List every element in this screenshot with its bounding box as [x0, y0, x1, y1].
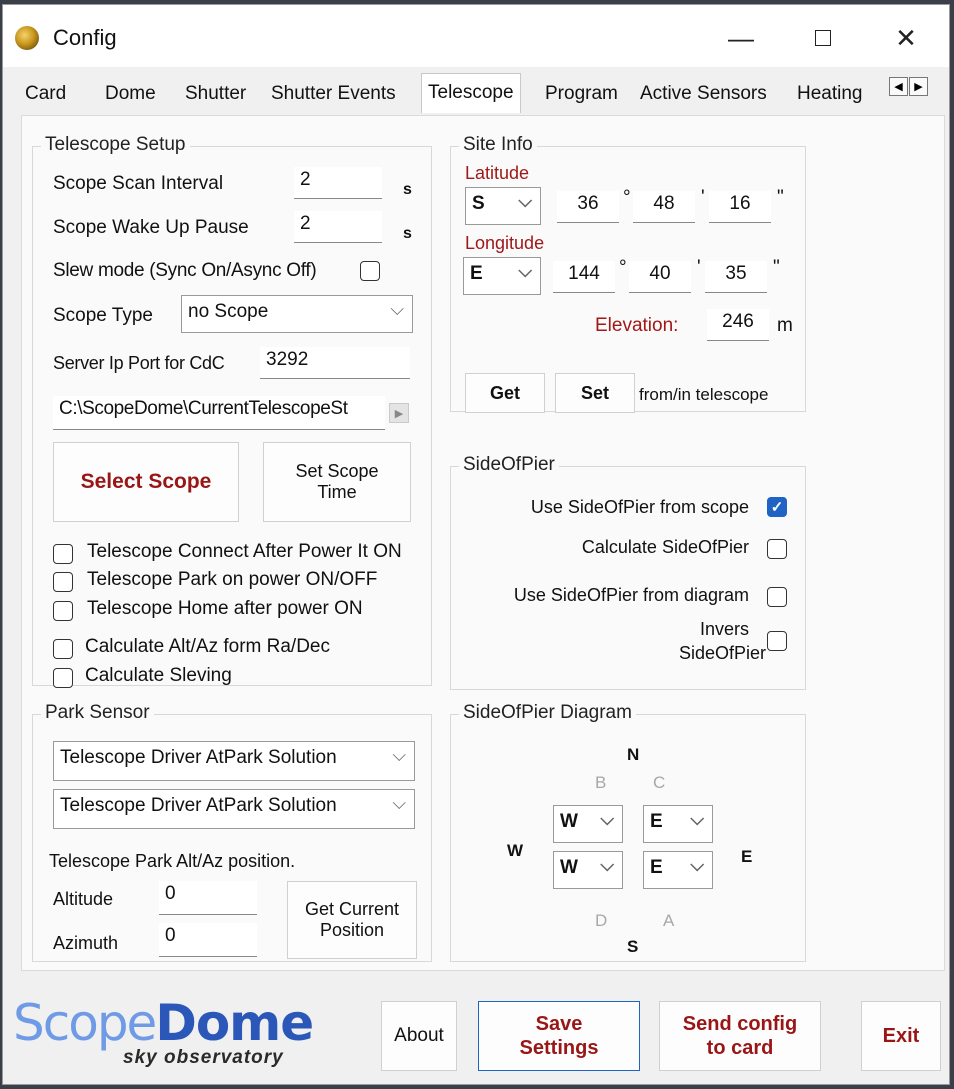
- scope-type-value: no Scope: [188, 301, 269, 322]
- tab-shutter-events[interactable]: Shutter Events: [271, 83, 396, 104]
- diagram-bottom-left-select[interactable]: [553, 851, 623, 889]
- get-current-position-button[interactable]: Get Current Position: [287, 881, 417, 959]
- telescope-path-input[interactable]: C:\ScopeDome\CurrentTelescopeSt: [53, 396, 385, 430]
- exit-button[interactable]: Exit: [861, 1001, 941, 1071]
- park-driver-1-value: Telescope Driver AtPark Solution: [60, 747, 337, 768]
- elevation-label: Elevation:: [595, 315, 679, 336]
- longitude-deg-symbol: °: [619, 257, 627, 278]
- diagram-quadrant-a: A: [663, 911, 675, 930]
- logo-dome-text: Dome: [155, 994, 314, 1052]
- slew-mode-checkbox[interactable]: [360, 261, 380, 281]
- diagram-top-right-value: E: [650, 811, 663, 832]
- set-site-button[interactable]: Set: [555, 373, 635, 413]
- elevation-unit: m: [777, 315, 793, 336]
- diagram-quadrant-d: D: [595, 911, 608, 930]
- tab-scroll-left-icon[interactable]: ◀: [889, 77, 908, 96]
- wake-pause-unit: s: [403, 225, 412, 242]
- tab-program[interactable]: Program: [545, 83, 618, 104]
- config-window: [2, 4, 950, 1085]
- connect-after-power-label: Telescope Connect After Power It ON: [87, 541, 402, 562]
- calc-sleving-label: Calculate Sleving: [85, 665, 232, 686]
- azimuth-label: Azimuth: [53, 933, 119, 953]
- home-after-power-checkbox[interactable]: [53, 601, 73, 621]
- save-settings-button[interactable]: Save Settings: [478, 1001, 640, 1071]
- minimize-button[interactable]: —: [728, 22, 754, 53]
- connect-after-power-checkbox[interactable]: [53, 544, 73, 564]
- sop-invers-checkbox[interactable]: [767, 631, 787, 651]
- scope-type-label: Scope Type: [53, 305, 154, 326]
- longitude-min-symbol: ': [697, 257, 701, 278]
- scan-interval-unit: s: [403, 181, 412, 198]
- scope-type-select[interactable]: [181, 295, 413, 333]
- slew-mode-label: Slew mode (Sync On/Async Off): [53, 260, 317, 281]
- park-driver-select-1[interactable]: [53, 741, 415, 781]
- sop-from-scope-label: Use SideOfPier from scope: [530, 497, 749, 517]
- wake-pause-input[interactable]: 2: [294, 211, 382, 243]
- diagram-bottom-right-value: E: [650, 857, 663, 878]
- park-position-label: Telescope Park Alt/Az position.: [49, 851, 296, 871]
- longitude-label: Longitude: [465, 233, 545, 253]
- longitude-hemisphere-value: E: [470, 263, 483, 284]
- from-in-telescope-label: from/in telescope: [639, 385, 769, 404]
- azimuth-input[interactable]: 0: [159, 923, 257, 957]
- latitude-label: Latitude: [465, 163, 530, 183]
- altitude-label: Altitude: [53, 889, 114, 909]
- tab-active-sensors[interactable]: Active Sensors: [640, 83, 767, 104]
- scan-interval-input[interactable]: 2: [294, 167, 382, 199]
- chevron-down-icon: ⌵: [392, 745, 406, 765]
- chevron-down-icon: ⌵: [392, 793, 406, 813]
- site-info-group: [450, 134, 806, 412]
- tab-card[interactable]: Card: [25, 83, 67, 104]
- chevron-down-icon: ⌵: [518, 261, 532, 281]
- diagram-top-left-value: W: [560, 811, 578, 832]
- title-bar: [3, 5, 949, 67]
- sop-calculate-checkbox[interactable]: [767, 539, 787, 559]
- diagram-quadrant-b: B: [595, 773, 607, 792]
- get-site-button[interactable]: Get: [465, 373, 545, 413]
- park-on-power-label: Telescope Park on power ON/OFF: [87, 569, 378, 590]
- tab-bar: [3, 69, 949, 115]
- logo-scope-text: Scope: [13, 994, 156, 1052]
- set-scope-time-button[interactable]: Set Scope Time: [263, 442, 411, 522]
- tab-heating[interactable]: Heating: [797, 83, 863, 104]
- diagram-quadrant-c: C: [653, 773, 666, 792]
- site-info-title: Site Info: [459, 134, 537, 156]
- server-port-label: Server Ip Port for CdC: [53, 353, 225, 373]
- latitude-hemisphere-select[interactable]: [465, 187, 541, 225]
- server-port-input[interactable]: 3292: [260, 347, 410, 379]
- tab-telescope[interactable]: Telescope: [421, 73, 521, 113]
- diagram-south-label: S: [627, 937, 639, 956]
- park-sensor-group: [32, 702, 432, 962]
- scopedome-logo: [13, 995, 333, 1075]
- longitude-sec-symbol: ": [773, 257, 780, 278]
- chevron-down-icon: ⌵: [600, 809, 614, 829]
- tab-scroll-right-icon[interactable]: ▶: [909, 77, 928, 96]
- pier-diagram-title: SideOfPier Diagram: [459, 702, 636, 724]
- chevron-down-icon: ⌵: [600, 855, 614, 875]
- logo-tagline: sky observatory: [123, 1047, 284, 1068]
- calc-sleving-checkbox[interactable]: [53, 668, 73, 688]
- tab-dome[interactable]: Dome: [105, 83, 156, 104]
- calc-alt-az-label: Calculate Alt/Az form Ra/Dec: [85, 636, 330, 657]
- chevron-down-icon: ⌵: [690, 809, 704, 829]
- wake-pause-label: Scope Wake Up Pause: [53, 217, 249, 238]
- latitude-sec-input[interactable]: 16: [709, 191, 771, 223]
- park-on-power-checkbox[interactable]: [53, 572, 73, 592]
- sop-from-scope-checkbox[interactable]: ✓: [767, 497, 787, 517]
- latitude-deg-input[interactable]: 36: [557, 191, 619, 223]
- calc-alt-az-checkbox[interactable]: [53, 639, 73, 659]
- home-after-power-label: Telescope Home after power ON: [87, 598, 363, 619]
- longitude-hemisphere-select[interactable]: [463, 257, 541, 295]
- altitude-input[interactable]: 0: [159, 881, 257, 915]
- app-icon: [15, 26, 39, 50]
- select-scope-button[interactable]: Select Scope: [53, 442, 239, 522]
- telescope-setup-group: [32, 134, 432, 686]
- park-driver-2-value: Telescope Driver AtPark Solution: [60, 795, 337, 816]
- maximize-button[interactable]: [792, 15, 854, 61]
- longitude-min-input[interactable]: 40: [629, 261, 691, 293]
- park-driver-select-2[interactable]: [53, 789, 415, 829]
- scan-interval-label: Scope Scan Interval: [53, 173, 224, 194]
- pier-diagram-group: [450, 702, 806, 962]
- window-title: Config: [53, 25, 117, 50]
- diagram-north-label: N: [627, 745, 640, 764]
- chevron-down-icon: ⌵: [518, 191, 532, 211]
- diagram-east-label: E: [741, 847, 753, 866]
- tab-shutter[interactable]: Shutter: [185, 83, 247, 104]
- longitude-deg-input[interactable]: 144: [553, 261, 615, 293]
- diagram-top-left-select[interactable]: [553, 805, 623, 843]
- elevation-input[interactable]: 246: [707, 309, 769, 341]
- diagram-west-label: W: [507, 841, 524, 860]
- park-sensor-title: Park Sensor: [41, 702, 154, 724]
- maximize-icon: [815, 30, 831, 46]
- latitude-deg-symbol: °: [623, 187, 631, 208]
- sop-calculate-label: Calculate SideOfPier: [581, 537, 749, 557]
- diagram-bottom-left-value: W: [560, 857, 578, 878]
- about-button[interactable]: About: [381, 1001, 457, 1071]
- close-button[interactable]: ✕: [895, 22, 917, 53]
- send-config-button[interactable]: Send config to card: [659, 1001, 821, 1071]
- diagram-bottom-right-select[interactable]: [643, 851, 713, 889]
- telescope-setup-title: Telescope Setup: [41, 134, 190, 156]
- sop-from-diagram-checkbox[interactable]: [767, 587, 787, 607]
- sop-invers-label: Invers SideOfPier: [679, 619, 767, 663]
- sop-from-diagram-label: Use SideOfPier from diagram: [513, 585, 749, 605]
- telescope-tab-page: [21, 115, 945, 971]
- side-of-pier-title: SideOfPier: [459, 454, 559, 476]
- diagram-top-right-select[interactable]: [643, 805, 713, 843]
- latitude-min-symbol: ': [701, 187, 705, 208]
- latitude-sec-symbol: ": [777, 187, 784, 208]
- chevron-down-icon: ⌵: [690, 855, 704, 875]
- side-of-pier-group: [450, 454, 806, 690]
- chevron-down-icon: ⌵: [390, 299, 404, 319]
- browse-arrow-icon[interactable]: ▶: [389, 403, 409, 423]
- latitude-hemisphere-value: S: [472, 193, 485, 214]
- longitude-sec-input[interactable]: 35: [705, 261, 767, 293]
- latitude-min-input[interactable]: 48: [633, 191, 695, 223]
